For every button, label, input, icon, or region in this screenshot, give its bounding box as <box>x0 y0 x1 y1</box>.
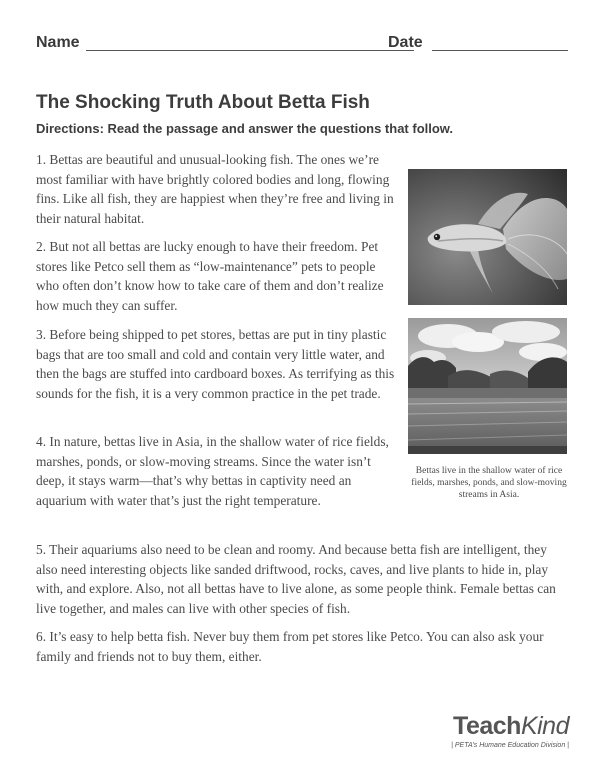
logo-wordmark <box>453 712 569 741</box>
rice-field-photo <box>408 318 567 454</box>
name-line <box>86 50 414 51</box>
teachkind-logo <box>445 712 575 752</box>
paragraph-1: 1. Bettas are beautiful and unusual-looking fish. The ones we’re most familiar with have brightly colored bodies and long, flowing fins. Like all fish, they are happiest when they’re free and living in their natural habitat. <box>36 152 394 226</box>
paragraph-4: 4. In nature, bettas live in Asia, in the shallow water of rice fields, marshes, ponds, or slow-moving streams. Since the water isn’t deep, it stays warm—that’s why bettas in captivity need an aquarium with water that’s just the right temperature. <box>36 434 389 508</box>
paragraph-6: 6. It’s easy to help betta fish. Never buy them from pet stores like Petco. You can also ask your family and friends not to buy them, either. <box>36 629 544 664</box>
worksheet-title: The Shocking Truth About Betta Fish <box>36 92 370 113</box>
betta-fish-photo <box>408 169 567 305</box>
date-line <box>432 50 568 51</box>
name-label: Name <box>36 34 80 51</box>
logo-teach: Teach <box>453 712 521 740</box>
paragraph-5: 5. Their aquariums also need to be clean and roomy. And because betta fish are intelligent, they also need interesting objects like sanded driftwood, rocks, caves, and live plants to hide in, play with, and explore. Also, not all bettas have to live alone, as some people think. Female bettas can live together, and males can live with other species of fish. <box>36 542 556 616</box>
paragraph-2: 2. But not all bettas are lucky enough to have their freedom. Pet stores like Petco sell them as “low-maintenance” pets to people who often don’t know how to take care of them and don’t realize how much they can suffer. <box>36 239 384 313</box>
directions-text: Directions: Read the passage and answer the questions that follow. <box>36 121 454 136</box>
date-label: Date <box>388 34 423 51</box>
photo-caption: Bettas live in the shallow water of rice fields, marshes, ponds, and slow-moving streams in Asia. <box>411 466 567 500</box>
paragraph-3: 3. Before being shipped to pet stores, bettas are put in tiny plastic bags that are too small and cold and contain very little water, and then the bags are stuffed into cardboard boxes. As terrifying as this sounds for the fish, it is a very common practice in the pet trade. <box>36 327 395 401</box>
logo-kind: Kind <box>520 712 569 740</box>
logo-subtitle: | PETA’s Humane Education Division | <box>451 742 569 749</box>
name-date-header <box>36 34 568 56</box>
